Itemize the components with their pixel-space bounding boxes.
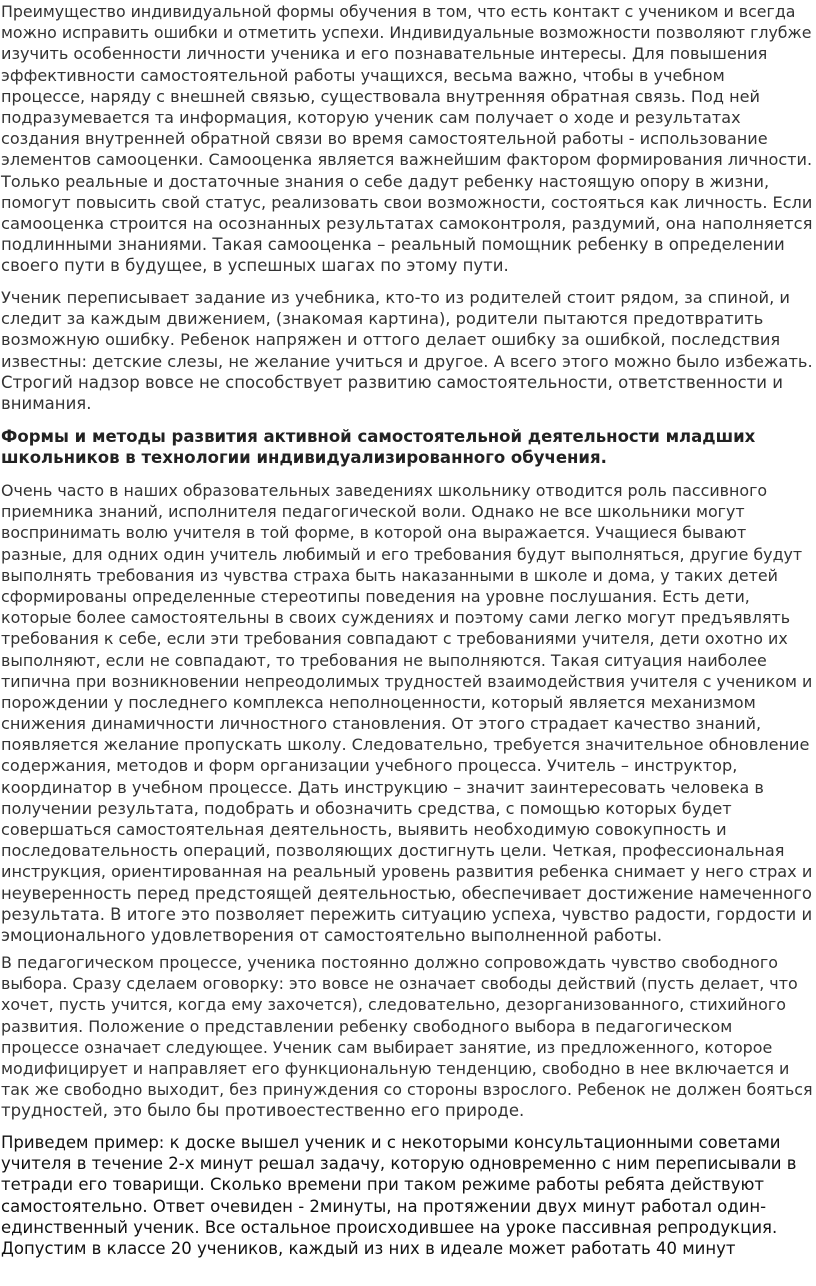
text-line: Только реальные и достаточные знания о себе дадут ребенку настоящую опору в жизни, <box>1 171 770 191</box>
text-line: элементов самооценки. Самооценка является важнейшим фактором формирования личности. <box>1 150 813 170</box>
text-line: выполняют, если не совпадают, то требования не выполняются. Такая ситуация наиболее <box>1 650 767 670</box>
text-line: создания внутренней обратной связи во время самостоятельной работы - использование <box>1 129 768 149</box>
text-line: разные, для одних один учитель любимый и его требования будут выполняться, другие будут <box>1 544 803 564</box>
text-line: возможную ошибку. Ребенок напряжен и оттого делает ошибку за ошибкой, последствия <box>1 330 781 350</box>
text-line: подлинными знаниями. Такая самооценка – реальный помощник ребенку в определении <box>1 235 785 255</box>
text-line: известны: детские слезы, не желание учиться и другое. А всего этого можно было избежать. <box>1 351 813 371</box>
text-line: неуверенность перед предстоящей деятельностью, обеспечивает достижение намеченного <box>1 883 812 903</box>
text-line: приемника знаний, исполнителя педагогической воли. Однако не все школьники могут <box>1 502 745 522</box>
text-line: учителя в течение 2-х минут решал задачу, которую одновременно с ним переписывали в <box>1 1154 797 1174</box>
text-line: появляется желание пропускать школу. Следовательно, требуется значительное обновление <box>1 735 810 755</box>
paragraph-individual-learning <box>1 1 812 276</box>
text-line: которые более самостоятельны в своих суждениях и поэтому сами легко могут предъявлять <box>1 608 791 628</box>
text-line: изучить особенности личности ученика и его познавательные интересы. Для повышения <box>1 44 768 64</box>
text-line: В педагогическом процессе, ученика постоянно должно сопровождать чувство свободного <box>1 953 778 972</box>
text-line: Преимущество индивидуальной формы обучения в том, что есть контакт с учеником и всегда <box>1 2 796 21</box>
text-line: внимания. <box>1 393 92 413</box>
text-line: помогут повысить свой статус, реализовать свои возможности, состояться как личность. Если <box>1 192 813 212</box>
text-line: единственный ученик. Все остальное происходившее на уроке пассивная репродукция. <box>1 1217 778 1237</box>
text-line: последовательность операций, позволяющих достигнуть цели. Четкая, профессиональная <box>1 841 785 861</box>
text-line: самооценка строится на осознанных результатах самоконтроля, раздумий, она наполняется <box>1 213 813 233</box>
text-line: Ученик переписывает задание из учебника, кто-то из родителей стоит рядом, за спиной, и <box>1 288 790 307</box>
text-line: можно исправить ошибки и отметить успехи. Индивидуальные возможности позволяют глубже <box>1 23 812 43</box>
text-line: инструкция, ориентированная на реальный уровень развития ребенка снимает у него страх и <box>1 862 813 882</box>
text-line: процессе означает следующее. Ученик сам выбирает занятие, из предложенного, которое <box>1 1037 773 1057</box>
paragraph-parent-supervision <box>1 287 813 414</box>
text-line: подразумевается та информация, которую ученик сам получает о ходе и результатах <box>1 107 741 127</box>
paragraph-passive-role <box>1 480 812 946</box>
text-line: Строгий надзор вовсе не способствует развитию самостоятельности, ответственности и <box>1 372 783 392</box>
text-line: эмоционального удовлетворения от самостоятельно выполненной работы. <box>1 925 663 945</box>
text-line: сформированы определенные стереотипы поведения на уровне послушания. Есть дети, <box>1 586 750 606</box>
text-line: выбора. Сразу сделаем оговорку: это вовсе не означает свободы действий (пусть делает, что <box>1 974 798 994</box>
text-line: трудностей, это было бы противоестественно его природе. <box>1 1101 525 1121</box>
text-line: эффективности самостоятельной работы учащихся, весьма важно, чтобы в учебном <box>1 65 725 85</box>
text-line: следит за каждым движением, (знакомая картина), родители пытаются предотвратить <box>1 309 764 329</box>
text-line: снижения динамичности личностного становления. От этого страдает качество знаний, <box>1 714 762 734</box>
text-line: своего пути в будущее, в успешных шагах по этому пути. <box>1 256 509 276</box>
text-line: Очень часто в наших образовательных заведениях школьнику отводится роль пассивного <box>1 481 768 500</box>
text-line: содержания, методов и форм организации учебного процесса. Учитель – инструктор, <box>1 756 738 776</box>
text-line: получении результата, подобрать и обозначить средства, с помощью которых будет <box>1 798 732 818</box>
text-line: Приведем пример: к доске вышел ученик и с некоторыми консультационными советами <box>1 1133 781 1152</box>
heading-line: школьников в технологии индивидуализированного обучения. <box>1 448 607 468</box>
text-line: процессе, наряду с внешней связью, существовала внутренняя обратная связь. Под ней <box>1 86 760 106</box>
text-line: самостоятельно. Ответ очевиден - 2минуты, на протяжении двух минут работал один- <box>1 1196 767 1216</box>
heading-line: Формы и методы развития активной самостоятельной деятельности младших <box>1 427 756 446</box>
text-line: типична при возникновении непреодолимых трудностей взаимодействия учителя с учеником и <box>1 671 813 691</box>
text-line: воспринимать волю учителя в той форме, в которой она выражается. Учащиеся бывают <box>1 523 747 543</box>
text-line: тетради его товарищи. Сколько времени при таком режиме работы ребята действуют <box>1 1175 765 1195</box>
text-line: координатор в учебном процессе. Дать инструкцию – значит заинтересовать человека в <box>1 777 764 797</box>
text-line: требования к себе, если эти требования совпадают с требованиями учителя, дети охотно их <box>1 629 788 649</box>
paragraph-example <box>1 1132 797 1259</box>
paragraph-free-choice <box>1 952 813 1122</box>
text-line: выполнять требования из чувства страха быть наказанными в школе и дома, у таких детей <box>1 565 778 585</box>
text-line: Допустим в классе 20 учеников, каждый из них в идеале может работать 40 минут <box>1 1238 736 1258</box>
text-line: так же свободно выходит, без принуждения со стороны взрослого. Ребенок не должен бояться <box>1 1080 813 1100</box>
text-line: хочет, пусть учится, когда ему захочется), следовательно, дезорганизованного, стихийного <box>1 995 786 1015</box>
text-line: развития. Положение о представлении ребенку свободного выбора в педагогическом <box>1 1016 733 1036</box>
text-line: модифицирует и направляет его функциональную тенденцию, свободно в нее включается и <box>1 1058 790 1078</box>
text-line: порождении у последнего комплекса неполноценности, который является механизмом <box>1 692 756 712</box>
text-line: результата. В итоге это позволяет пережить ситуацию успеха, чувство радости, гордости и <box>1 904 813 924</box>
section-heading <box>1 426 755 468</box>
text-line: совершаться самостоятельная деятельность, выявить необходимую совокупность и <box>1 820 727 839</box>
